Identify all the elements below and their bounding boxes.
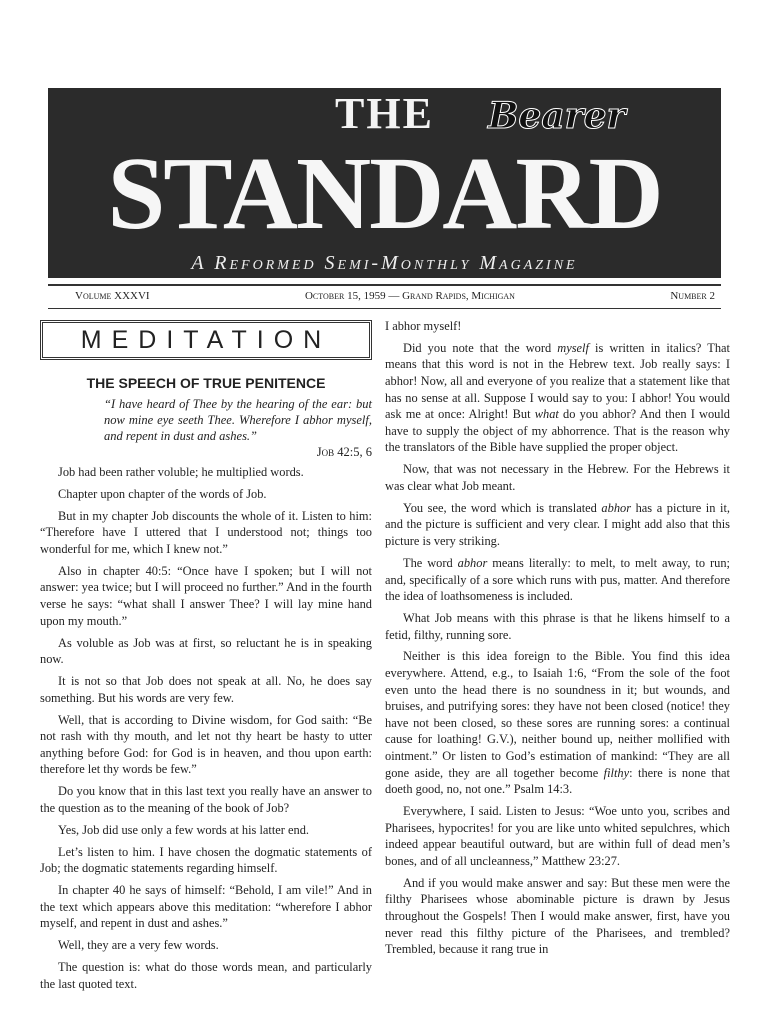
text-run: Chapter upon chapter of the words of Job. bbox=[58, 486, 267, 501]
epigraph: “I have heard of Thee by the hearing of the ear: but now mine eye seeth Thee. Wherefore I abhor myself, and repent in dust and ashes.” bbox=[104, 397, 372, 443]
paragraph bbox=[40, 464, 372, 481]
text-run: But in my chapter Job discounts the whole of it. Listen to him: “Therefore have I uttered that I understood not; things too wonderful for me, which I knew not.” bbox=[40, 508, 372, 556]
italic-text: what bbox=[534, 407, 559, 422]
left-column-wrapper bbox=[40, 320, 372, 997]
paragraph bbox=[385, 648, 730, 797]
issue-number: Number 2 bbox=[670, 290, 715, 302]
text-run: I abhor myself! bbox=[385, 319, 462, 333]
left-column bbox=[40, 464, 372, 992]
text-run: Well, they are a very few words. bbox=[58, 938, 219, 953]
masthead-standard: STANDARD bbox=[107, 136, 662, 251]
text-run: Do you know that in this last text you really have an answer to the question as to the meaning of the book of Job? bbox=[40, 784, 372, 815]
paragraph bbox=[40, 959, 372, 992]
paragraph bbox=[385, 461, 730, 494]
article-title: THE SPEECH OF TRUE PENITENCE bbox=[86, 375, 326, 391]
paragraph bbox=[40, 508, 372, 558]
paragraph bbox=[40, 486, 372, 503]
paragraph bbox=[385, 803, 730, 869]
epigraph-reference-text: Job 42:5, 6 bbox=[316, 445, 372, 459]
paragraph bbox=[40, 783, 372, 816]
text-run: Did you note that the word bbox=[403, 340, 558, 355]
text-run: Let’s listen to him. I have chosen the dogmatic statements of Job; the dogmatic statements regarding himself. bbox=[40, 844, 372, 876]
text-run: The question is: what do those words mean, and particularly the last quoted text. bbox=[40, 960, 372, 991]
paragraph bbox=[40, 712, 372, 778]
text-run: Everywhere, I said. Listen to Jesus: “Woe unto you, scribes and Pharisees, hypocrites! for you are like unto whited sepulchres, which indeed appear beautiful outward, but are within full of dead men’s bones, and of all uncleanness,” Matthew 23:27. bbox=[385, 804, 730, 868]
italic-text: myself bbox=[557, 340, 589, 355]
text-run: As voluble as Job was at first, so reluctant he is in speaking now. bbox=[40, 635, 372, 667]
paragraph bbox=[40, 673, 372, 706]
issue-date: October 15, 1959 — Grand Rapids, Michigan bbox=[304, 290, 515, 302]
paragraph bbox=[40, 563, 372, 629]
text-run: Yes, Job did use only a few words at his latter end. bbox=[58, 822, 309, 837]
right-column bbox=[385, 318, 730, 963]
masthead-tagline: A Reformed Semi-Monthly Magazine bbox=[191, 252, 578, 274]
paragraph bbox=[40, 635, 372, 668]
text-run: means literally: to melt, to melt away, to run; and, specifically of a sore which runs with pus, matter. And therefore the idea of loathsomeness is included. bbox=[385, 555, 730, 604]
epigraph-reference bbox=[40, 444, 372, 460]
paragraph bbox=[40, 882, 372, 932]
text-run: do you abhor? And then I would have to supply the object of my abhorrence. That is the reason why the translators of the Bible have supplied the proper object. bbox=[385, 407, 731, 455]
divider bbox=[48, 308, 721, 309]
text-run: Well, that is according to Divine wisdom, for God saith: “Be not rash with thy mouth, and let not thy heart be hasty to utter anything before God: for God is in heaven, and thou upon earth: therefore let thy words be few.” bbox=[40, 712, 372, 777]
text-run: In chapter 40 he says of himself: “Behold, I am vile!” And in the text which appears above this meditation: “wherefore I abhor myself, and repent in dust and ashes.” bbox=[40, 883, 372, 931]
section-heading: MEDITATION bbox=[40, 320, 372, 360]
masthead-bearer: Bearer bbox=[488, 95, 626, 137]
text-run: : there is none that doeth good, no, not one.” Psalm 14:3. bbox=[385, 765, 730, 797]
text-run: The word bbox=[403, 555, 458, 570]
paragraph bbox=[385, 875, 730, 958]
italic-text: abhor bbox=[601, 500, 632, 515]
text-run: Also in chapter 40:5: “Once have I spoken; but I will not answer: yea twice; but I will proceed no further.” And in the fourth verse he says: “what shall I answer Thee? I will lay mine hand upon my mouth.” bbox=[40, 563, 372, 628]
paragraph bbox=[385, 610, 730, 643]
italic-text: abhor bbox=[457, 555, 488, 570]
masthead-the: THE bbox=[335, 89, 434, 138]
text-run: Now, that was not necessary in the Hebrew. For the Hebrews it was clear what Job meant. bbox=[385, 462, 730, 493]
text-run: Job had been rather voluble; he multiplied words. bbox=[58, 465, 304, 479]
paragraph bbox=[385, 500, 730, 550]
paragraph bbox=[385, 340, 730, 456]
paragraph bbox=[385, 318, 730, 335]
divider bbox=[48, 284, 721, 286]
paragraph bbox=[40, 844, 372, 877]
volume: Volume XXXVI bbox=[75, 290, 150, 302]
text-run: What Job means with this phrase is that he likens himself to a fetid, filthy, running sore. bbox=[385, 610, 730, 642]
text-run: is written in italics? That means that this word is not in the Hebrew text. Job really says: I abhor! Now, all and everyone of you realize that a statement like that has no sense at all. Suppose I would say to you: I abhor! You would ask me at once: Alright! But bbox=[385, 340, 730, 422]
text-run: It is not so that Job does not speak at all. No, he does say something. But his words are very few. bbox=[40, 674, 372, 705]
text-run: You see, the word which is translated bbox=[403, 500, 602, 515]
paragraph bbox=[385, 555, 730, 605]
dateline bbox=[75, 290, 715, 302]
italic-text: filthy bbox=[603, 765, 630, 780]
paragraph bbox=[40, 937, 372, 954]
masthead-logo bbox=[48, 88, 721, 278]
text-run: Neither is this idea foreign to the Bible. You find this idea everywhere. Attend, e.g., to Isaiah 1:6, “From the sole of the foot even unto the head there is no soundness in it; but wounds, and bruises, and putrifying sores: they have not been closed (notice! they have not been closed, so these sores are running sores: a continual cause for loathing! G.V.), neither bound up, neither mollified with ointment.” Or listen to God’s estimation of mankind: “They are all gone aside, they are all together become bbox=[385, 649, 730, 780]
paragraph bbox=[40, 822, 372, 839]
text-run: And if you would make answer and say: But these men were the filthy Pharisees whose abominable picture is drawn by Jesus throughout the Gospels! Then I would make answer, first, have you never read this filthy picture of the Pharisees, and trembled? Trembled, because it rang true in bbox=[385, 875, 730, 957]
text-run: has a picture in it, and the picture is sufficient and very clear. I might add also that this picture is very striking. bbox=[385, 500, 730, 549]
